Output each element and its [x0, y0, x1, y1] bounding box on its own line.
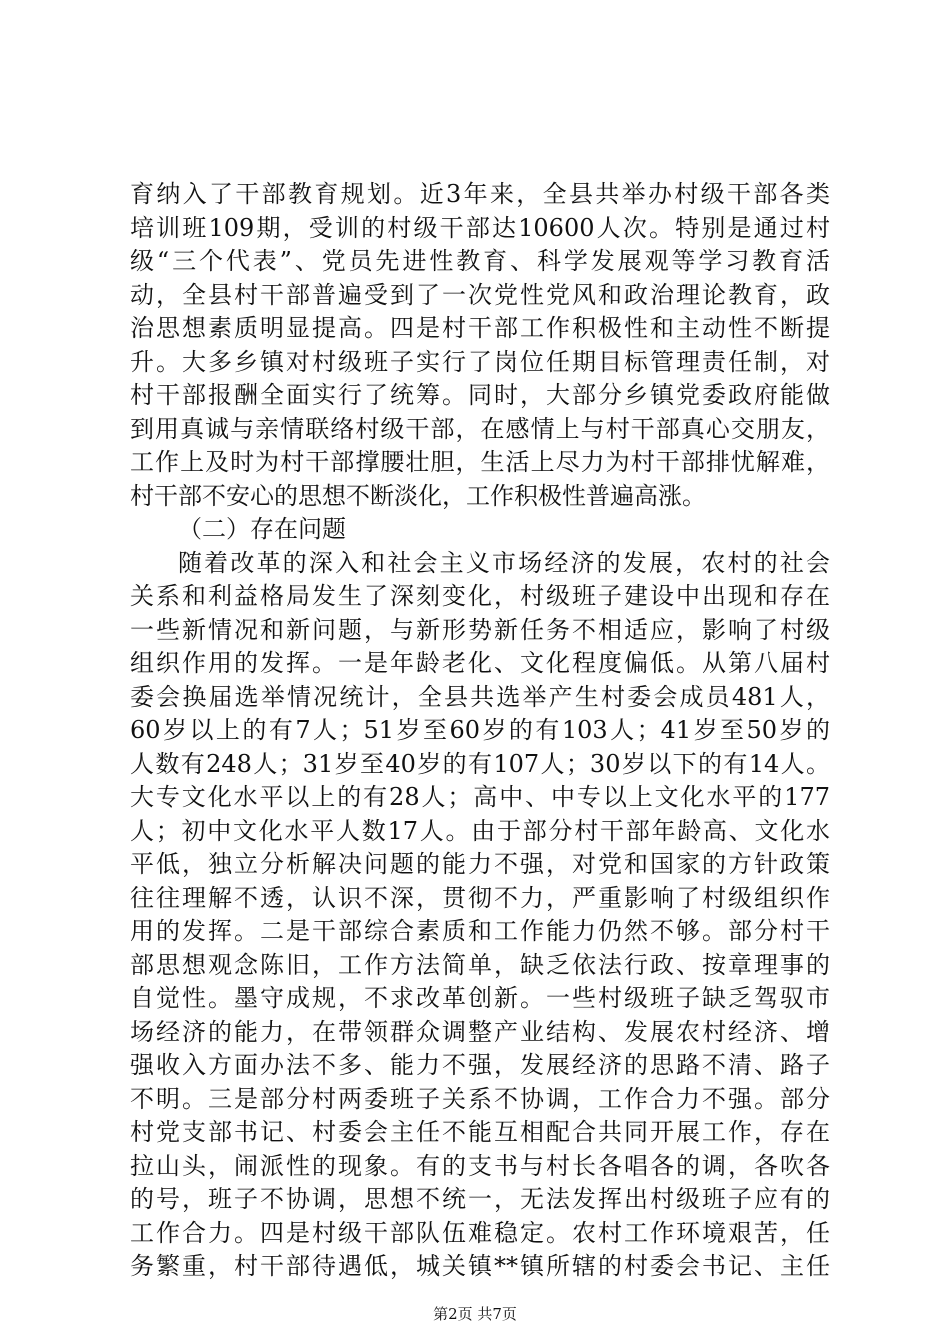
paragraph-2-line: 务繁重，村干部待遇低，城关镇**镇所辖的村委会书记、主任: [130, 1252, 830, 1280]
paragraph-2-line: 60岁以上的有7人；51岁至60岁的有103人；41岁至50岁的: [130, 716, 830, 744]
section-heading: （二）存在问题: [178, 515, 346, 543]
paragraph-2-line: 拉山头，闹派性的现象。有的支书与村长各唱各的调，各吹各: [130, 1151, 830, 1180]
paragraph-2-line: 往往理解不透，认识不深，贯彻不力，严重影响了村级组织作: [130, 883, 830, 912]
paragraph-1-line: 培训班109期，受训的村级干部达10600人次。特别是通过村: [130, 213, 830, 242]
page-number-footer: 第2页 共7页: [433, 1305, 517, 1323]
paragraph-1-line: 治思想素质明显提高。四是村干部工作积极性和主动性不断提: [130, 314, 830, 342]
paragraph-2-line: 强收入方面办法不多、能力不强，发展经济的思路不清、路子: [130, 1051, 830, 1079]
paragraph-1-line: 动，全县村干部普遍受到了一次党性党风和政治理论教育，政: [130, 280, 830, 309]
paragraph-2-line: 平低，独立分析解决问题的能力不强，对党和国家的方针政策: [130, 850, 830, 878]
paragraph-2-line: 场经济的能力，在带领群众调整产业结构、发展农村经济、增: [130, 1017, 830, 1046]
paragraph-1-line: 村干部报酬全面实行了统筹。同时，大部分乡镇党委政府能做: [130, 381, 830, 409]
paragraph-2-line: 不明。三是部分村两委班子关系不协调，工作合力不强。部分: [130, 1084, 830, 1113]
paragraph-2-line: 大专文化水平以上的有28人；高中、中专以上文化水平的177: [130, 783, 830, 811]
paragraph-2-line: 自觉性。墨守成规，不求改革创新。一些村级班子缺乏驾驭市: [130, 984, 830, 1012]
paragraph-2-line: 的号，班子不协调，思想不统一，无法发挥出村级班子应有的: [130, 1185, 830, 1213]
paragraph-1-line: 级“三个代表”、党员先进性教育、科学发展观等学习教育活: [130, 247, 830, 275]
paragraph-2-line: 村党支部书记、村委会主任不能互相配合共同开展工作，存在: [130, 1118, 830, 1146]
paragraph-2-line: 用的发挥。二是干部综合素质和工作能力仍然不够。部分村干: [130, 917, 830, 945]
paragraph-1-line: 升。大多乡镇对村级班子实行了岗位任期目标管理责任制，对: [130, 347, 830, 376]
paragraph-2-line: 部思想观念陈旧，工作方法简单，缺乏依法行政、按章理事的: [130, 950, 830, 979]
paragraph-2-line: 工作合力。四是村级干部队伍难稳定。农村工作环境艰苦，任: [130, 1218, 830, 1247]
paragraph-2-line: 人；初中文化水平人数17人。由于部分村干部年龄高、文化水: [130, 816, 830, 845]
paragraph-2-line: 组织作用的发挥。一是年龄老化、文化程度偏低。从第八届村: [130, 649, 830, 677]
paragraph-1-line: 工作上及时为村干部撑腰壮胆，生活上尽力为村干部排忧解难，: [130, 448, 830, 476]
paragraph-2-line: 委会换届选举情况统计，全县共选举产生村委会成员481人，: [130, 682, 830, 711]
paragraph-2-line: 随着改革的深入和社会主义市场经济的发展，农村的社会: [178, 548, 830, 577]
paragraph-1-line: 育纳入了干部教育规划。近3年来，全县共举办村级干部各类: [130, 180, 830, 208]
paragraph-1-line: 到用真诚与亲情联络村级干部，在感情上与村干部真心交朋友，: [130, 414, 830, 443]
paragraph-2-line: 一些新情况和新问题，与新形势新任务不相适应，影响了村级: [130, 615, 830, 644]
paragraph-2-line: 关系和利益格局发生了深刻变化，村级班子建设中出现和存在: [130, 582, 830, 610]
paragraph-2-line: 人数有248人；31岁至40岁的有107人；30岁以下的有14人。: [130, 749, 830, 778]
document-body: [130, 178, 830, 1284]
paragraph-1-line: 村干部不安心的思想不断淡化，工作积极性普遍高涨。: [130, 481, 706, 510]
